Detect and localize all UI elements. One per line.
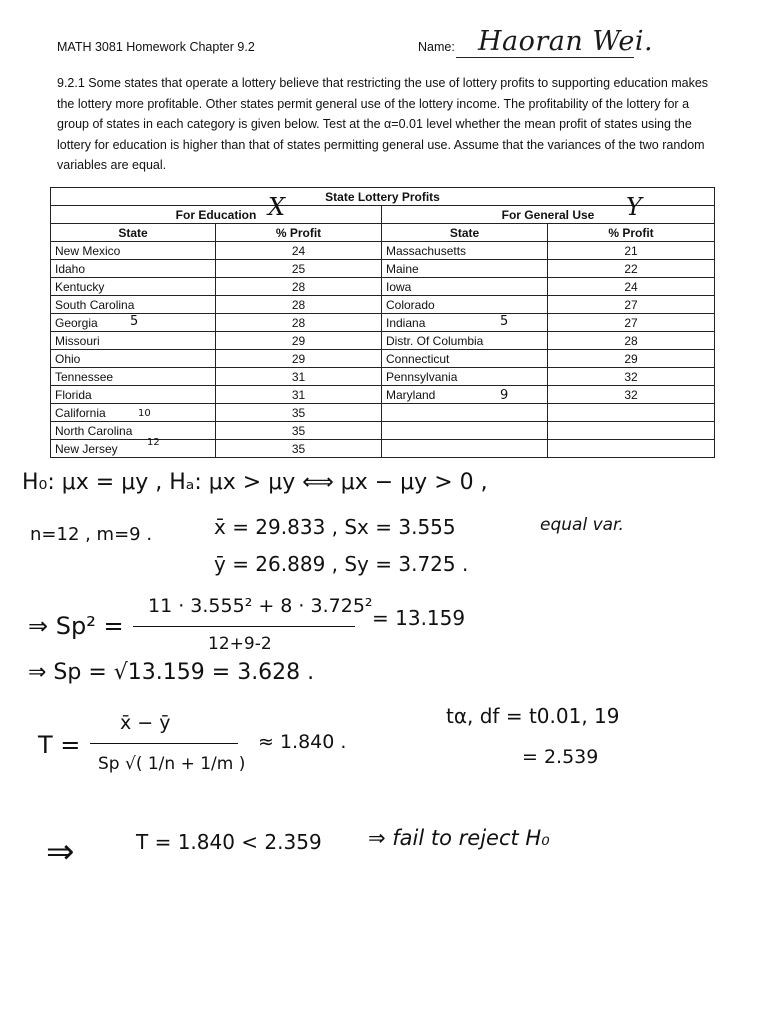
t-denominator: Sp √( 1/n + 1/m ) [98,754,246,774]
col-profit-general: % Profit [548,224,715,242]
profit-education: 24 [216,242,382,260]
pooled-variance-fraction-bar [133,626,355,627]
state-general [382,404,548,422]
profit-general: 24 [548,278,715,296]
profit-education: 35 [216,440,382,458]
profit-education: 31 [216,368,382,386]
state-education: Florida [51,386,216,404]
handwritten-five-b: 5 [500,314,509,329]
group-general-header: For General Use [382,206,715,224]
state-general: Maine [382,260,548,278]
state-education: Idaho [51,260,216,278]
state-general [382,422,548,440]
pooled-variance-result: = 13.159 [372,606,466,630]
name-label: Name: [418,40,455,54]
conclusion-arrow: ⇒ [46,832,75,872]
profit-general [548,404,715,422]
pooled-variance-denominator: 12+9-2 [208,634,272,654]
table-row [51,386,715,404]
state-education: Missouri [51,332,216,350]
table-row [51,242,715,260]
profit-education: 28 [216,296,382,314]
state-education: Georgia [51,314,216,332]
student-name-handwritten: Haoran Wei. [478,26,654,57]
pooled-variance-lhs: ⇒ Sp² = [28,612,124,640]
table-row [51,296,715,314]
t-fraction-bar [90,743,238,744]
handwritten-ten: 10 [138,408,151,419]
y-mean-sd: ȳ = 26.889 , Sy = 3.725 . [214,552,469,576]
col-state-general: State [382,224,548,242]
conclusion-comparison: T = 1.840 < 2.359 [136,830,322,854]
profit-general: 27 [548,296,715,314]
profit-education: 28 [216,278,382,296]
name-underline [456,57,634,58]
table-row [51,332,715,350]
group-education-header: For Education [51,206,382,224]
state-general: Maryland [382,386,548,404]
t-numerator: x̄ − ȳ [120,712,171,734]
profit-education: 35 [216,422,382,440]
table-row [51,350,715,368]
equal-variance-note: equal var. [540,515,624,535]
table-row [51,368,715,386]
pooled-variance-numerator: 11 · 3.555² + 8 · 3.725² [148,595,373,617]
state-general: Connecticut [382,350,548,368]
profit-education: 31 [216,386,382,404]
table-row [51,314,715,332]
col-state-education: State [51,224,216,242]
profit-general [548,422,715,440]
t-value: ≈ 1.840 . [258,731,347,753]
profit-general: 29 [548,350,715,368]
hypotheses: H₀: μx = μy , Hₐ: μx > μy ⟺ μx − μy > 0 , [22,470,488,495]
state-general: Indiana [382,314,548,332]
decision: ⇒ fail to reject H₀ [368,826,550,850]
state-education: California [51,404,216,422]
profit-general [548,440,715,458]
profit-general: 28 [548,332,715,350]
profit-education: 28 [216,314,382,332]
profit-general: 32 [548,368,715,386]
x-mean-sd: x̄ = 29.833 , Sx = 3.555 [214,515,456,539]
profit-general: 22 [548,260,715,278]
pooled-sd: ⇒ Sp = √13.159 = 3.628 . [28,660,315,685]
profit-education: 29 [216,332,382,350]
state-education: New Mexico [51,242,216,260]
table-row [51,260,715,278]
profit-general: 27 [548,314,715,332]
critical-value-label: tα, df = t0.01, 19 [446,704,620,728]
state-general: Massachusetts [382,242,548,260]
profit-education: 35 [216,404,382,422]
table-title: State Lottery Profits [51,188,715,206]
state-education: Tennessee [51,368,216,386]
state-education: Ohio [51,350,216,368]
profit-general: 21 [548,242,715,260]
profit-education: 25 [216,260,382,278]
handwritten-y-mark: Y [626,193,642,221]
state-general [382,440,548,458]
critical-value: = 2.539 [522,746,599,768]
handwritten-five-a: 5 [130,314,139,329]
state-general: Iowa [382,278,548,296]
t-statistic-lhs: T = [38,731,81,759]
handwritten-nine: 9 [500,388,509,403]
col-profit-education: % Profit [216,224,382,242]
profit-general: 32 [548,386,715,404]
course-title: MATH 3081 Homework Chapter 9.2 [57,40,255,54]
problem-statement: 9.2.1 Some states that operate a lottery believe that restricting the use of lottery profits to supporting education makes the lottery more profitable. Other states permit general use of the lottery income. The profitability of the lottery for a group of states in each category is given below. Test at the α=0.01 level whether the mean profit of states using the lottery for education is higher than that of states permitting general use. Assume that the variances of the two random variables are equal. [57,76,709,172]
state-education: New Jersey [51,440,216,458]
table-row [51,278,715,296]
state-education: South Carolina [51,296,216,314]
state-general: Distr. Of Columbia [382,332,548,350]
state-general: Colorado [382,296,548,314]
state-education: North Carolina [51,422,216,440]
state-general: Pennsylvania [382,368,548,386]
handwritten-x-mark: X [268,193,286,221]
state-education: Kentucky [51,278,216,296]
sample-sizes: n=12 , m=9 . [30,524,153,545]
profit-education: 29 [216,350,382,368]
handwritten-twelve: 12 [147,437,160,448]
